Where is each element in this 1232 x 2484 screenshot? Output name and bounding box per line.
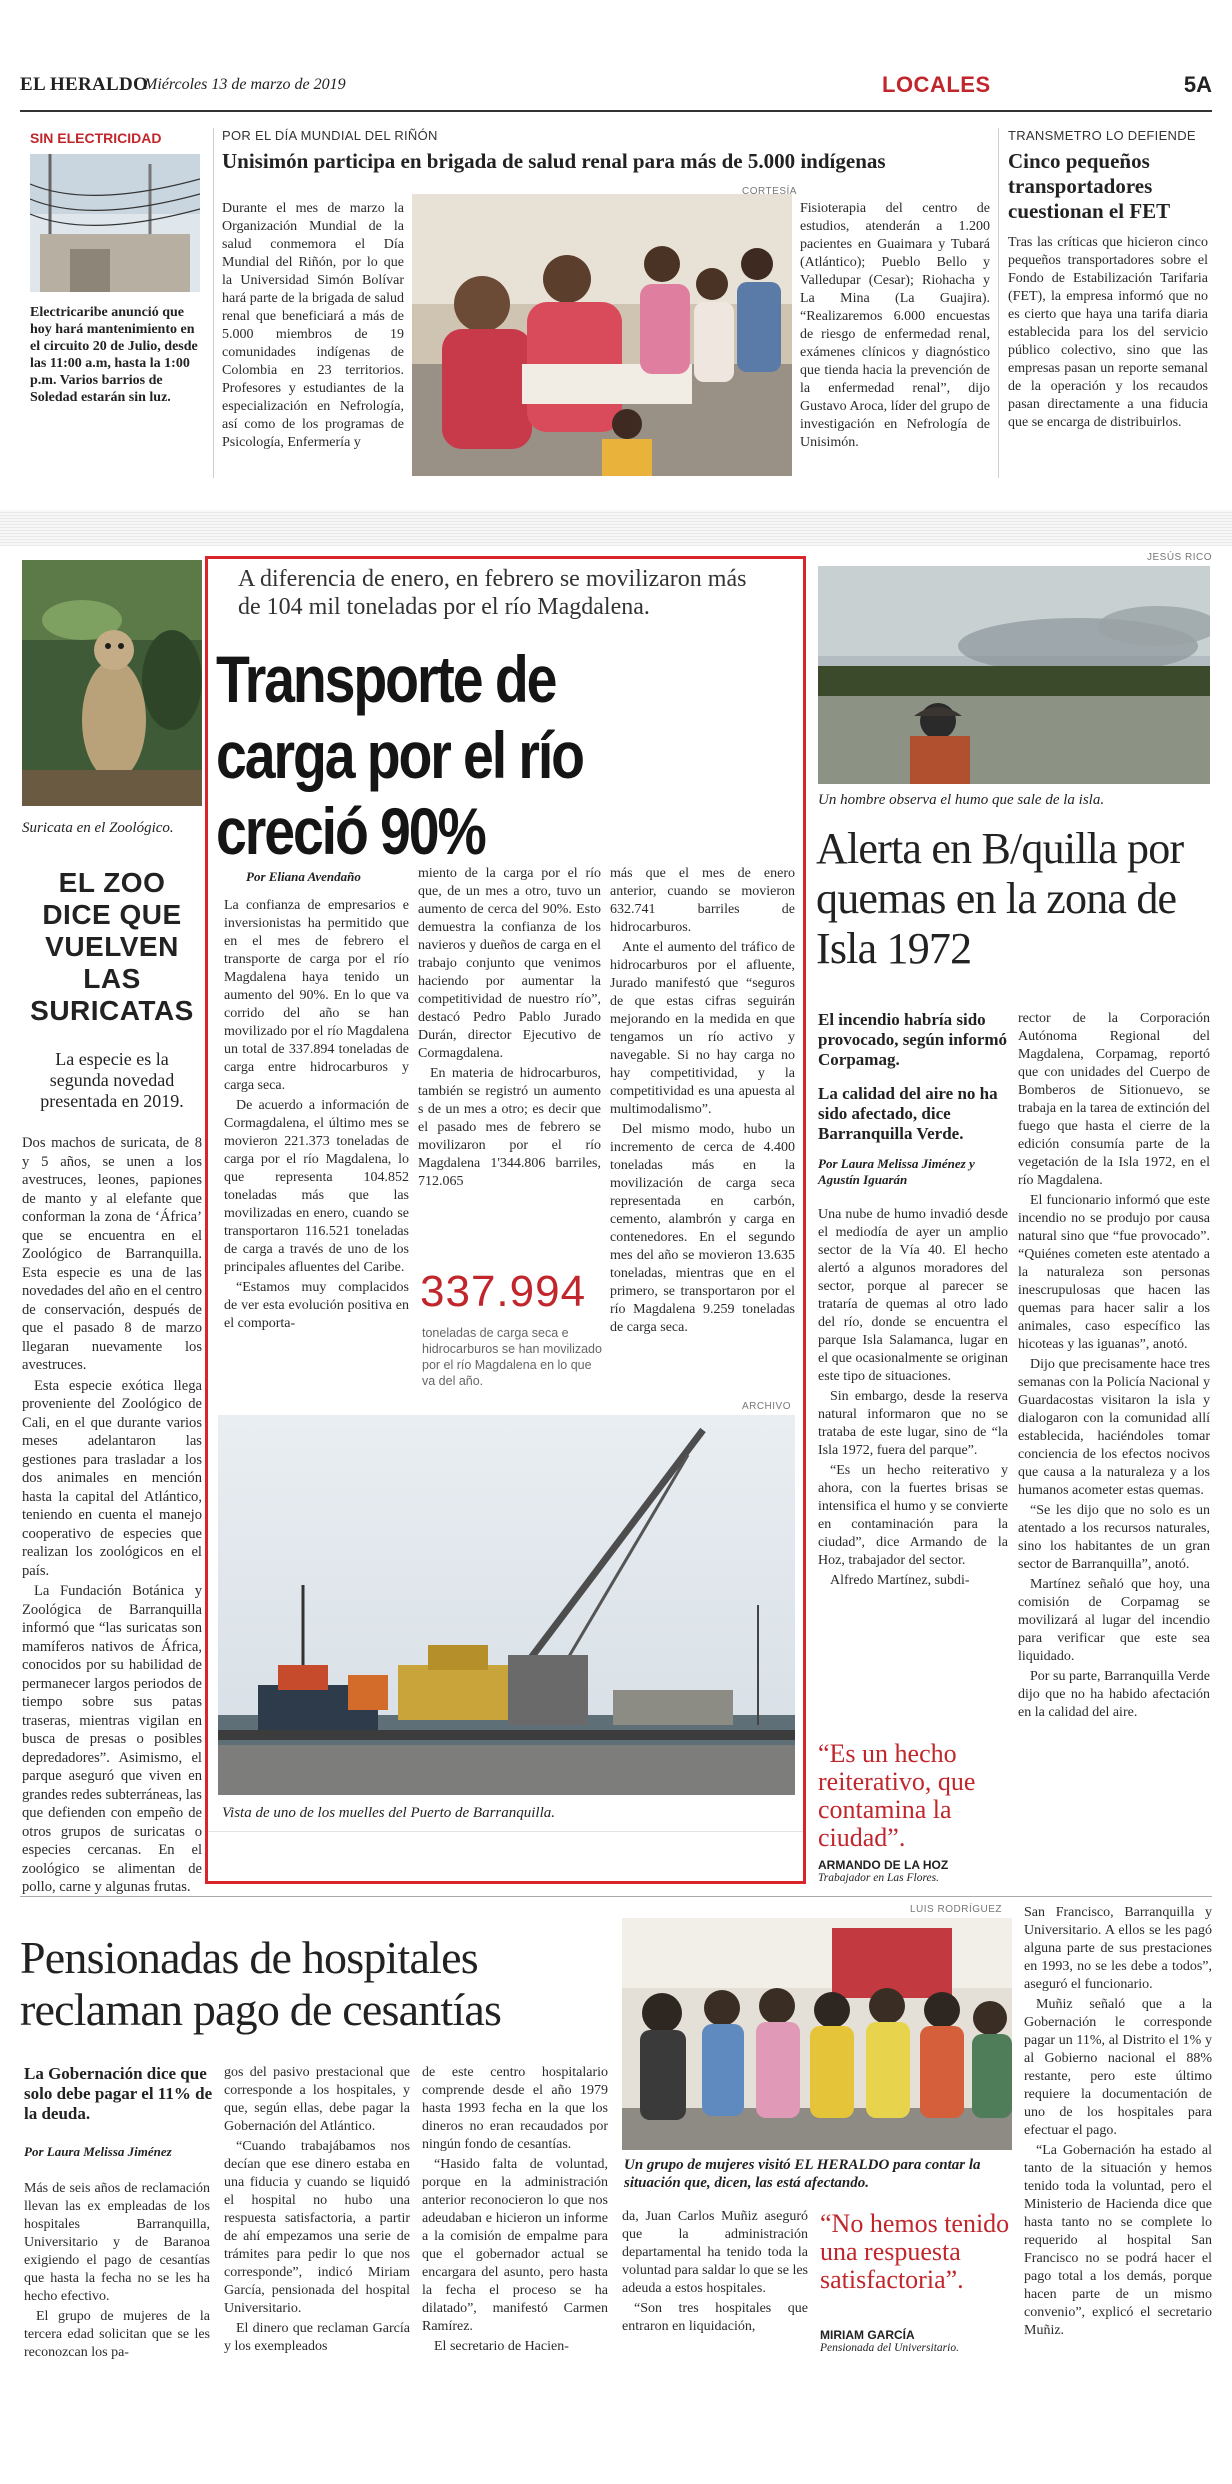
- kidney-col2: Fisioterapia del centro de estudios, atenderán a 1.200 pacientes en Guaimara y Tubará (Atlántico); Pueblo Bello y Valledupar (Cesar); Riohacha y La Mina (La Guajira). “Realizaremos 6.000 encuestas de riesgo de enfermedad renal, exámenes clínicos y diagnóstico que tienda hacia la prevención de la enfermedad renal”, dijo Gustavo Aroca, líder del grupo de investigación en Nefrología de Unisimón.: [800, 201, 990, 450]
- paragraph: En materia de hidrocarburos, también se registró un aumento s de un mes a otro; es decir que el pasado mes de febrero se movilizaron por el río Magdalena 1'344.806 barriles, 712.065: [418, 1066, 601, 1189]
- fire-col2: [1018, 1010, 1210, 1724]
- paragraph: El dinero que reclaman García y los exempleados: [224, 2321, 410, 2354]
- kidney-photo-credit: CORTESÍA: [742, 186, 797, 197]
- pension-col1: [24, 2180, 210, 2364]
- paragraph: Dos machos de suricata, de 8 y 5 años, se unen a los avestruces, leones, papiones de manto y al elefante que conforman la zona de ‘África’ que se encuentra en el Zoológico de Barranquilla. Esta especie es una de las novedades del año en el centro de conservación, después de que el pasado 8 de marzo llegaran nuevamente los avestruces.: [22, 1135, 202, 1373]
- zoo-headline: EL ZOO DICE QUE VUELVEN LAS SURICATAS: [30, 867, 194, 1026]
- paragraph: “Se les dijo que no solo es un atentado a los recursos naturales, sino los habitantes de un gran sector de Barranquilla”, anotó.: [1018, 1503, 1210, 1572]
- fire-story: [810, 552, 1212, 1882]
- paragraph: Muñiz señaló que a la Gobernación le corresponde pagar un 11%, al Distrito el 1% y al Gobierno nacional el 88% restante, pero este último requiere la documentación de uno de los hospitales para efectuar el pago.: [1024, 1997, 1212, 2138]
- fire-headline: Alerta en B/quilla por quemas en la zona de Isla 1972: [816, 824, 1184, 973]
- paragraph: rector de la Corporación Autónoma Regional del Magdalena, Corpamag, reportó que con unidades del Cuerpo de Bomberos de Sitionuevo, se trabaja en la tarea de extinción del fuego que hasta el cierre de la edición consumía parte de la vegetación de la Isla 1972, en el río Magdalena.: [1018, 1011, 1211, 1188]
- paragraph: gos del pasivo prestacional que corresponde a los hospitales, y que, según ellas, debe pagar la Gobernación del Atlántico.: [224, 2065, 410, 2134]
- paragraph: Martínez señaló que hoy, una comisión de Corpamag se movilizará al lugar del incendio para verificar que este sea liquidado.: [1018, 1577, 1210, 1664]
- paragraph: de este centro hospitalario comprende desde el año 1979 hasta 1993 fecha en la que los dineros no eran recaudados por ningún fondo de cesantías.: [422, 2065, 608, 2152]
- fire-quote: “Es un hecho reiterativo, que contamina la ciudad”.: [818, 1739, 976, 1852]
- pension-col4: [622, 2208, 808, 2338]
- transport-deck: A diferencia de enero, en febrero se movilizaron más de 104 mil toneladas por el río Magdalena.: [238, 566, 747, 620]
- brief-power-outage: [30, 130, 205, 470]
- paragraph: “La Gobernación ha estado al tanto de la situación y hemos tenido toda la voluntad, pero el Ministerio de Hacienda dice que hasta tanto no se complete lo requerido al hospital San Francisco no se podrá hacer el pago total a los demás, porque hacen parte de un mismo convenio”, explicó el secretario Muñiz.: [1024, 2143, 1212, 2338]
- transport-col2: [418, 865, 601, 1193]
- paragraph: miento de la carga por el río que, de un mes a otro, tuvo un aumento de cerca del 90%. Esto demuestra la confianza de los navieros y dueños de carga en el trabajo conjunto que venimos haciendo por aumentar la competitividad de nuestro río”, destacó Pedro Pablo Jurado Durán, director Ejecutivo de Cormagdalena.: [418, 866, 601, 1061]
- fire-deck1: El incendio habría sido provocado, según informó Corpamag.: [818, 1010, 1008, 1069]
- pension-col3: [422, 2064, 608, 2358]
- paragraph: Esta especie exótica llega proveniente del Zoológico de Cali, en el que durante varios meses adelantaron las gestiones para trasladar a los dos animales en mención hasta la capital del Atlántico, teniendo en cuenta el manejo cooperativo de especies que realizan los zoológicos en el país.: [22, 1377, 202, 1579]
- paragraph: “Es un hecho reiterativo y ahora, con la fuertes brisas se intensifica el humo y se convierte en contaminación para la ciudad”, dice Armando de la Hoz, trabajador del sector.: [818, 1463, 1008, 1568]
- kidney-story: [222, 128, 990, 478]
- port-photo-credit: ARCHIVO: [741, 1401, 791, 1412]
- meerkat-photo: [22, 560, 202, 806]
- transport-headline: Transporte de carga por el río creció 90%: [216, 642, 583, 868]
- paragraph: Por su parte, Barranquilla Verde dijo que no ha habido afectación en la calidad del aire.: [1018, 1669, 1210, 1720]
- fire-deck2: La calidad del aire no ha sido afectado, dice Barranquilla Verde.: [818, 1084, 998, 1143]
- paragraph: da, Juan Carlos Muñiz aseguró que la administración departamental ha tenido toda la voluntad para saldar lo que se les adeuda a estos hospitales.: [622, 2209, 808, 2296]
- fire-photo-credit: JESÚS RICO: [1146, 552, 1212, 563]
- page-header: [20, 66, 1212, 106]
- page-number: 5A: [1183, 72, 1212, 97]
- paragraph: La Fundación Botánica y Zoológica de Barranquilla informó que “las suricatas son mamíferos nativos de África, conocidos por su habilidad de permanecer largos periodos de tiempo sobre sus patas traseras, mientras vigilan en busca de presas o posibles depredadores”. Asimismo, el parque aseguró que viven en grandes redes subterráneas, las que defienden con empeño de otros grupos de suricatas o especies cercanas. En el zoológico se alimentan de pollo, carne y algunas frutas.: [22, 1583, 202, 1895]
- paragraph: más que el mes de enero anterior, cuando se movieron 632.741 barriles de hidrocarburos.: [610, 866, 795, 935]
- fet-headline: Cinco pequeños transportadores cuestionan el FET: [1008, 149, 1171, 223]
- paragraph: Una nube de humo invadió desde el mediodía de ayer un amplio sector de la Vía 40. El hecho alertó a algunos moradores del sector, porque al parecer se trataría de quemas al otro lado del río, donde se encuentra el parque Isla Salamanca, lugar en el que ocasionalmente se originan este tipo de situaciones.: [818, 1207, 1008, 1384]
- pension-story: [20, 1904, 1212, 2464]
- paragraph: “Estamos muy complacidos de ver esta evolución positiva en el comporta-: [224, 1280, 409, 1331]
- pension-photo-caption: Un grupo de mujeres visitó EL HERALDO para contar la situación que, dicen, las está afectando.: [624, 2157, 981, 2191]
- fire-byline: Por Laura Melissa Jiménez y Agustín Iguarán: [818, 1156, 975, 1187]
- column-rule: [998, 128, 999, 478]
- pension-col5: [1024, 1904, 1212, 2342]
- pension-headline: Pensionadas de hospitales reclaman pago de cesantías: [20, 1932, 502, 2035]
- power-lines-photo: [30, 154, 200, 292]
- transport-story-frame: [205, 556, 806, 1884]
- paragraph: “Cuando trabajábamos nos decían que ese dinero estaba en una fiducia y cuando se liquidó el hospital no hubo una respuesta satisfactoria, a partir de ahí empezamos una serie de trámites para pedir lo que nos corresponde”, indicó Miriam García, pensionada del hospital Universitario.: [224, 2139, 410, 2316]
- port-photo-caption: Vista de uno de los muelles del Puerto de Barranquilla.: [222, 1805, 556, 1821]
- column-rule: [20, 1896, 1212, 1897]
- paragraph: De acuerdo a información de Cormagdalena, el último mes se movieron 221.373 toneladas de carga por el río Magdalena, lo que representa 104.852 toneladas más que las movilizadas en enero, cuando se transportaron 116.521 toneladas de carga a través de uno de los principales afluentes del Caribe.: [224, 1098, 409, 1275]
- transport-byline: Por Eliana Avendaño: [246, 869, 361, 884]
- paragraph: Del mismo modo, hubo un incremento de cerca de 4.400 toneladas más en la movilización de carga seca representada en carbón, cemento, alambrón y carga en contenedores. En el segundo mes del año se movieron 13.635 toneladas, mientras que en el primero, se transportaron por el río Magdalena 9.259 toneladas de carga seca.: [610, 1122, 795, 1335]
- pension-byline: Por Laura Melissa Jiménez: [24, 2144, 172, 2159]
- kidney-headline: Unisimón participa en brigada de salud renal para más de 5.000 indígenas: [222, 149, 886, 173]
- transport-col3: [610, 865, 795, 1339]
- paragraph: San Francisco, Barranquilla y Universitario. A ellos se les pagó alguna parte de sus prestaciones en 1993, no se les debe a todos”, aseguró el funcionario.: [1024, 1905, 1212, 1992]
- paragraph: “Son tres hospitales que entraron en liquidación,: [622, 2301, 808, 2334]
- pension-quote-name: MIRIAM GARCÍA: [820, 2328, 915, 2342]
- fet-kicker: TRANSMETRO LO DEFIENDE: [1008, 128, 1196, 143]
- paragraph: El grupo de mujeres de la tercera edad solicitan que se les reconozcan los pa-: [24, 2309, 210, 2360]
- fire-quote-name: ARMANDO DE LA HOZ: [818, 1858, 949, 1872]
- header-date: Miércoles 13 de marzo de 2019: [144, 76, 346, 93]
- header-rule: [20, 110, 1212, 112]
- paragraph: Sin embargo, desde la reserva natural informaron que no se trataba de este lugar, sino de “la Isla 1972, fuera del parque”.: [818, 1389, 1008, 1458]
- pension-deck: La Gobernación dice que solo debe pagar el 11% de la deuda.: [24, 2064, 213, 2123]
- masthead: EL HERALDO: [20, 74, 149, 95]
- pension-quote-role: Pensionada del Universitario.: [820, 2342, 959, 2354]
- transport-col1: [224, 897, 409, 1335]
- pension-photo-credit: LUIS RODRÍGUEZ: [910, 1904, 1003, 1915]
- zoo-photo-caption: Suricata en el Zoológico.: [22, 820, 174, 836]
- column-rule: [213, 128, 214, 478]
- paragraph: El funcionario informó que este incendio no se produjo por causa natural sino que “fue provocado”. “Quiénes cometen este atentado a la naturaleza son personas inescrupulosas que hacen las quemas para hacer salir a los animales, caso específico las hicoteas y las iguanas”, anotó.: [1018, 1193, 1210, 1352]
- pension-col2: [224, 2064, 410, 2358]
- section-divider: [0, 510, 1232, 546]
- paragraph: Alfredo Martínez, subdi-: [830, 1573, 970, 1588]
- fire-smoke-photo: [818, 566, 1210, 784]
- fire-quote-role: Trabajador en Las Flores.: [818, 1872, 939, 1884]
- column-rule: [208, 1831, 803, 1832]
- zoo-body: [22, 1134, 202, 1897]
- fet-story: [1008, 128, 1208, 478]
- kidney-brigade-photo: [412, 194, 792, 476]
- brief-text: Electricaribe anunció que hoy hará mantenimiento en el circuito 20 de Julio, desde las 11:00 a.m, hasta la 1:00 p.m. Varios barrios de Soledad estarán sin luz.: [30, 305, 198, 405]
- port-photo: [218, 1415, 795, 1795]
- paragraph: Más de seis años de reclamación llevan las ex empleadas de los hospitales Barranquilla, Universitario y de Baranoa exigiendo el pago de cesantías que hasta la fecha no se les ha hecho efectivo.: [24, 2181, 210, 2304]
- paragraph: Dijo que precisamente hace tres semanas con la Policía Nacional y Guardacostas visitaron la isla y dialogaron con la comunidad allí establecida, haciéndoles tomar conciencia de los efectos nocivos que causa a la naturaleza y a los humanos acometer estas quemas.: [1018, 1357, 1210, 1498]
- paragraph: “Hasido falta de voluntad, porque en la administración anterior reconocieron lo que nos adeudaban e hicieron un informe a la comisión de empalme para que el gobernador actual se encargara del asunto, pero hasta la fecha el proceso se ha dilatado”, manifestó Carmen Ramírez.: [422, 2157, 608, 2334]
- paragraph: El secretario de Hacien-: [434, 2339, 569, 2354]
- transport-stat-text: toneladas de carga seca e hidrocarburos se han movilizado por el río Magdalena en lo que va del año.: [422, 1326, 602, 1388]
- section-name: LOCALES: [882, 72, 991, 97]
- transport-stat-number: 337.994: [420, 1267, 587, 1316]
- fire-col1: [818, 1206, 1008, 1592]
- fet-text: Tras las críticas que hicieron cinco pequeños transportadores sobre el Fondo de Estabilización Tarifaria (FET), la empresa informó que no es cierto que haya una tarifa diaria establecida para los del servicio público colectivo, sino que las empresas pasan un reporte semanal de la operación y los recaudos pasan directamente a una fiducia que se encarga de distribuirlos.: [1008, 235, 1208, 430]
- kidney-kicker: POR EL DÍA MUNDIAL DEL RIÑÓN: [222, 128, 438, 143]
- fire-photo-caption: Un hombre observa el humo que sale de la isla.: [818, 792, 1105, 808]
- paragraph: La confianza de empresarios e inversionistas ha permitido que en el mes de febrero el transporte de carga por el río Magdalena haya tenido un aumento del 90%. En lo que va corrido del año se han movilizado por el río Magdalena un total de 337.894 toneladas de carga entre hidrocarburos y carga seca.: [224, 898, 409, 1093]
- pension-quote: “No hemos tenido una respuesta satisfactoria”.: [820, 2209, 1010, 2294]
- brief-label: SIN ELECTRICIDAD: [30, 130, 162, 146]
- pensioners-photo: [622, 1918, 1012, 2150]
- zoo-story: [22, 560, 202, 1895]
- paragraph: Ante el aumento del tráfico de hidrocarburos por el afluente, Jurado manifestó que “seguros de que estas cifras seguirán mejorando en la medida en que tengamos un río activo y navegable. Si no hay carga no hay competitividad, y la competitividad es una apuesta al multimodalismo”.: [610, 940, 795, 1117]
- zoo-deck: La especie es la segunda novedad presentada en 2019.: [40, 1049, 184, 1111]
- kidney-col1: Durante el mes de marzo la Organización Mundial de la salud conmemora el Día Mundial del Riñón, por lo que la Universidad Simón Bolívar hará parte de la brigada de salud renal que beneficiará a más de 5.000 miembros de 19 comunidades indígenas de Colombia en 23 territorios. Profesores y estudiantes de la especialización en Nefrología, así como de los programas de Psicología, Enfermería y: [222, 201, 404, 450]
